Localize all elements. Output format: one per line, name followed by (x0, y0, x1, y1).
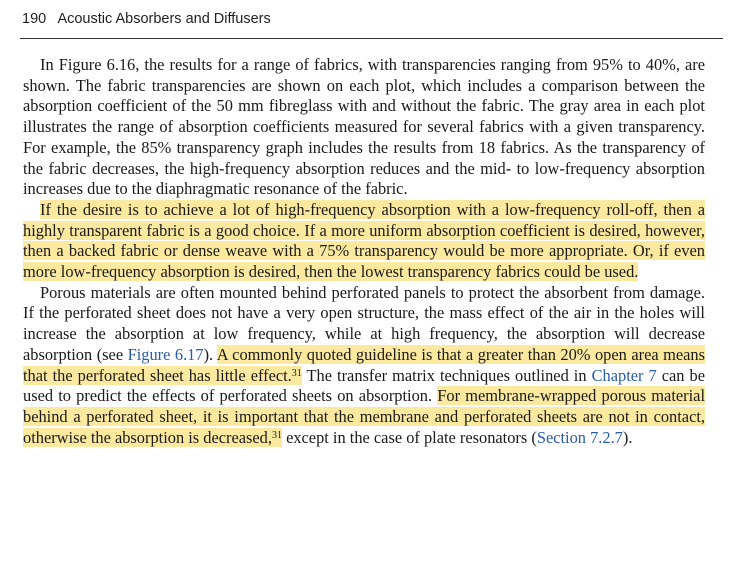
body-text (23, 55, 705, 448)
running-title: Acoustic Absorbers and Diffusers (57, 11, 271, 27)
chapter-7-link[interactable]: Chapter 7 (591, 365, 657, 385)
highlight-2-text: A commonly quoted guideline is that a greater than 20% open area means that the perforated sheet has little effect. (23, 344, 705, 385)
text-run: can be used to predict the effects of perforated sheets on absorption. (23, 365, 705, 406)
running-header (22, 11, 722, 27)
paragraph-2 (23, 200, 705, 283)
page-number: 190 (22, 11, 47, 27)
footnote-ref-31[interactable]: 31 (271, 429, 282, 441)
section-7-2-7-link[interactable]: Section 7.2.7 (536, 427, 623, 447)
highlight-3-text: For membrane-wrapped porous material behind a perforated sheet, it is important that the membrane and perforated sheets are not in contact, otherwise the absorption is decreased, (23, 386, 705, 447)
text-run: ). (622, 427, 633, 447)
header-rule (20, 38, 723, 39)
highlight-1[interactable]: If the desire is to achieve a lot of high-frequency absorption with a low-frequency roll-off, then a highly transparent fabric is a good choice. If a more uniform absorption coefficient is desired, however, then a backed fabric or dense weave with a 75% transparency would be more appropriate. Or, if even more low-frequency absorption is desired, then the lowest transparency fabrics could be used. (23, 199, 705, 282)
footnote-ref-31[interactable]: 31 (291, 367, 302, 379)
text-run: Porous materials are often mounted behind perforated panels to protect the absorbent from damage. If the perforated sheet does not have a very open structure, the mass effect of the air in the holes will increase the absorption at low frequency, while at high frequency, the absorption will decrease absorption (see (23, 282, 705, 364)
text-run: except in the case of plate resonators ( (281, 427, 537, 447)
paragraph-1: In Figure 6.16, the results for a range of fabrics, with transparencies ranging from 95% to 40%, are shown. The fabric transparencies are shown on each plot, which includes a comparison between the absorption coefficient of the 50 mm fibreglass with and without the fabric. The gray area in each plot illustrates the range of absorption coefficients measured for several fabrics with a given transparency. For example, the 85% transparency graph includes the results from 18 fabrics. As the transparency of the fabric decreases, the high-frequency absorption reduces and the mid- to low-frequency absorption increases due to the diaphragmatic resonance of the fabric. (23, 55, 705, 199)
text-run: The transfer matrix techniques outlined in (301, 365, 592, 385)
paragraph-3 (23, 283, 705, 449)
text-run: ). (203, 344, 217, 364)
figure-6-17-link[interactable]: Figure 6.17 (127, 344, 204, 364)
